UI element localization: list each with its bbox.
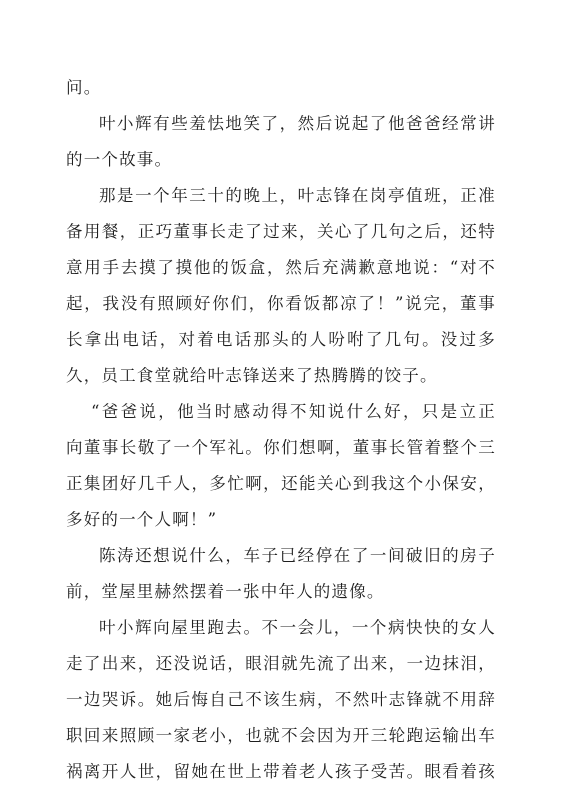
text-line-20: 祸离开人世，留她在世上带着老人孩子受苦。眼看着孩	[66, 762, 496, 781]
text-line-19: 职回来照顾一家老小，也就不会因为开三轮跑运输出车	[66, 726, 496, 745]
text-line-9: 久，员工食堂就给叶志锋送来了热腾腾的饺子。	[66, 366, 438, 385]
text-line-11: 向董事长敬了一个军礼。你们想啊，董事长管着整个三	[66, 438, 496, 457]
text-line-6: 意用手去摸了摸他的饭盒，然后充满歉意地说：“对不	[66, 258, 496, 277]
text-line-8: 长拿出电话，对着电话那头的人吩咐了几句。没过多	[66, 330, 496, 349]
text-line-17: 走了出来，还没说话，眼泪就先流了出来，一边抹泪，	[66, 654, 496, 673]
text-line-14: 陈涛还想说什么，车子已经停在了一间破旧的房子	[99, 546, 496, 565]
text-line-10: “爸爸说，他当时感动得不知说什么好，只是立正	[91, 402, 496, 421]
text-line-16: 叶小辉向屋里跑去。不一会儿，一个病快快的女人	[99, 618, 496, 637]
text-line-15: 前，堂屋里赫然摆着一张中年人的遗像。	[66, 582, 385, 601]
text-line-12: 正集团好几千人，多忙啊，还能关心到我这个小保安，	[66, 474, 496, 493]
text-line-18: 一边哭诉。她后悔自己不该生病，不然叶志锋就不用辞	[66, 690, 496, 709]
text-line-5: 备用餐，正巧董事长走了过来，关心了几句之后，还特	[66, 222, 496, 241]
text-line-13: 多好的一个人啊！”	[66, 510, 218, 529]
text-line-4: 那是一个年三十的晚上，叶志锋在岗亭值班，正准	[99, 186, 496, 205]
text-line-7: 起，我没有照顾好你们，你看饭都凉了！”说完，董事	[66, 294, 496, 313]
text-line-3: 的一个故事。	[66, 150, 173, 169]
text-line-2: 叶小辉有些羞怯地笑了，然后说起了他爸爸经常讲	[99, 114, 496, 133]
text-line-1: 问。	[66, 78, 102, 97]
